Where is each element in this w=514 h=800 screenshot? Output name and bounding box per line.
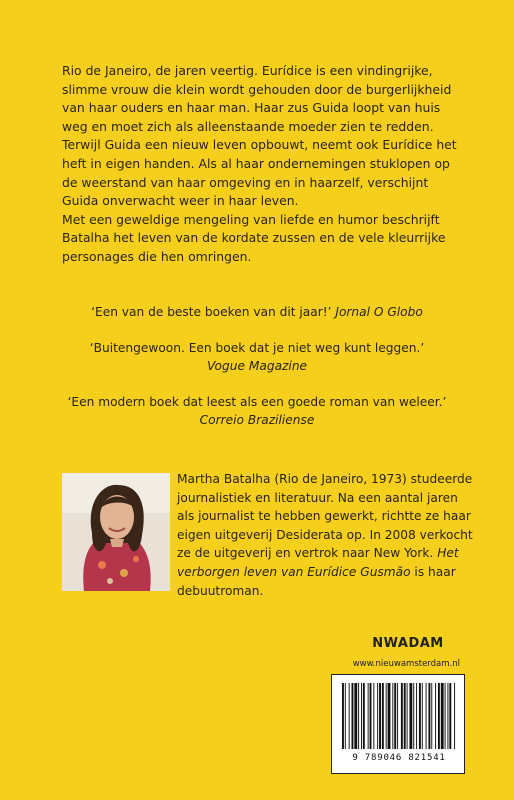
quote-source: Jornal O Globo bbox=[335, 305, 423, 319]
barcode-bar bbox=[422, 683, 423, 749]
publisher-logo bbox=[360, 636, 456, 651]
barcode-bar bbox=[404, 683, 406, 749]
blurb-paragraph: Met een geweldige mengeling van liefde en humor beschrijft Batalha het leven van de kordate zussen en de vele kleurrijke personages die hen omringen. bbox=[62, 211, 446, 264]
blurb-paragraph: Rio de Janeiro, de jaren veertig. Eurídice is een vindingrijke, slimme vrouw die klein wordt gehouden door de burgerlijkheid van haar ouders en haar man. Haar zus Guida loopt van huis weg en moet zich als alleenstaande moeder zien te redden. Terwijl Guida een nieuw leven opbouwt, neemt ook Eurídice het heft in eigen handen. Als al haar ondernemingen stuklopen op de weerstand van haar omgeving en in haarzelf, verschijnt Guida onverwacht weer in haar leven. bbox=[62, 63, 457, 209]
barcode-bar bbox=[388, 683, 391, 749]
barcode bbox=[331, 674, 465, 774]
barcode-bar bbox=[447, 683, 448, 749]
barcode-bar bbox=[363, 683, 365, 749]
barcode-bar bbox=[386, 683, 387, 749]
publisher-logo-text: NWADAM bbox=[372, 636, 444, 651]
quote-text: ‘Een modern boek dat leest als een goede roman van weleer.’ bbox=[67, 395, 447, 409]
bio-text: Martha Batalha (Rio de Janeiro, 1973) studeerde journalistiek en literatuur. Na een aantal jaren als journalist te hebben gewerkt, richtte ze haar eigen uitgeverij Desiderata op. In 2008 verkocht ze de uitgeverij en vertrok naar New York. bbox=[177, 472, 473, 561]
barcode-bar bbox=[454, 683, 455, 749]
barcode-bar bbox=[394, 683, 396, 749]
barcode-bar bbox=[419, 683, 421, 749]
bio-tail: is haar debuutroman. bbox=[177, 564, 456, 598]
barcode-bar bbox=[361, 683, 362, 749]
barcode-bar bbox=[441, 683, 444, 749]
barcode-bar bbox=[428, 683, 430, 749]
barcode-bar bbox=[438, 683, 440, 749]
quote-source: Correio Braziliense bbox=[199, 413, 315, 427]
review-quote bbox=[40, 339, 474, 375]
barcode-bar bbox=[392, 683, 393, 749]
barcode-bar bbox=[358, 683, 359, 749]
barcode-bar bbox=[368, 683, 369, 749]
bio-book-title: Het verborgen leven van Eurídice Gusmão bbox=[177, 546, 459, 579]
barcode-bar bbox=[345, 683, 346, 749]
barcode-bar bbox=[377, 683, 378, 749]
review-quote bbox=[40, 303, 474, 321]
barcode-bar bbox=[370, 683, 372, 749]
barcode-bar bbox=[382, 683, 384, 749]
barcode-bar bbox=[416, 683, 417, 749]
author-photo bbox=[62, 473, 170, 591]
blurb bbox=[62, 62, 462, 267]
barcode-bar bbox=[354, 683, 357, 749]
barcode-bar bbox=[413, 683, 414, 749]
quote-text: ‘Een van de beste boeken van dit jaar!’ bbox=[91, 305, 332, 319]
barcode-bar bbox=[401, 683, 403, 749]
barcode-bar bbox=[379, 683, 381, 749]
review-quotes bbox=[40, 303, 474, 447]
quote-text: ‘Buitengewoon. Een boek dat je niet weg kunt leggen.’ bbox=[89, 341, 425, 355]
review-quote bbox=[40, 393, 474, 429]
barcode-bar bbox=[409, 683, 412, 749]
barcode-bar bbox=[397, 683, 398, 749]
barcode-bar bbox=[352, 683, 354, 749]
barcode-bar bbox=[426, 683, 427, 749]
isbn-number: 9 789046 821541 bbox=[352, 753, 446, 763]
barcode-bar bbox=[349, 683, 350, 749]
barcode-bar bbox=[435, 683, 436, 749]
publisher-website: www.nieuwamsterdam.nl bbox=[352, 659, 460, 669]
barcode-bar bbox=[445, 683, 446, 749]
barcode-bar bbox=[407, 683, 408, 749]
quote-source: Vogue Magazine bbox=[206, 359, 308, 373]
barcode-bar bbox=[342, 683, 344, 749]
barcode-bar bbox=[373, 683, 374, 749]
author-bio bbox=[177, 470, 477, 600]
barcode-bars bbox=[340, 683, 458, 751]
barcode-bar bbox=[449, 683, 451, 749]
barcode-bar bbox=[431, 683, 432, 749]
